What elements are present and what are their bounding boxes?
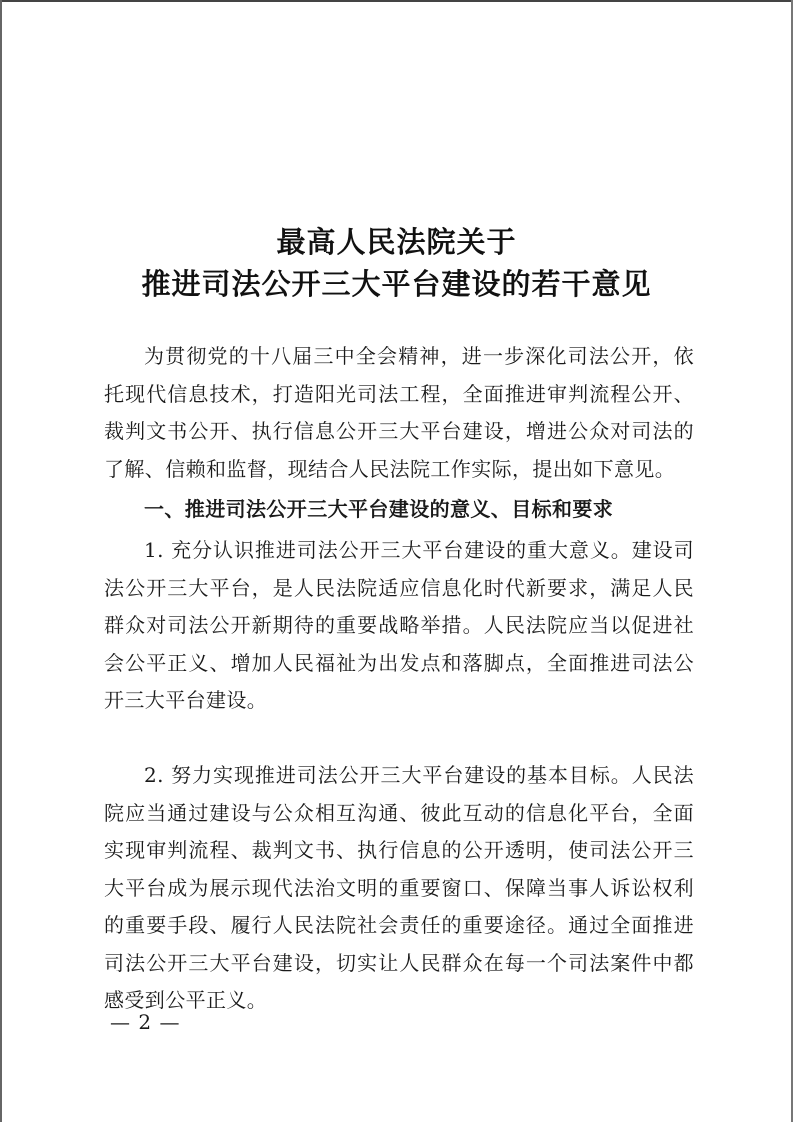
intro-paragraph: 为贯彻党的十八届三中全会精神，进一步深化司法公开，依托现代信息技术，打造阳光司法工程，全面推进审判流程公开、裁判文书公开、执行信息公开三大平台建设，增进公众对司法的了解、信赖和监督，现结合人民法院工作实际，提出如下意见。 <box>104 344 694 481</box>
document-title-line2: 推进司法公开三大平台建设的若干意见 <box>141 267 652 301</box>
document-title-line1: 最高人民法院关于 <box>276 225 517 259</box>
section-heading: 一、推进司法公开三大平台建设的意义、目标和要求 <box>144 497 614 521</box>
page-number: — 2 — <box>110 1010 181 1034</box>
paragraph-item-2: 2. 努力实现推进司法公开三大平台建设的基本目标。人民法院应当通过建设与公众相互沟通、彼此互动的信息化平台，全面实现审判流程、裁判文书、执行信息的公开透明，使司法公开三大平台成为展示现代法治文明的重要窗口、保障当事人诉讼权利的重要手段、履行人民法院社会责任的重要途径。通过全面推进司法公开三大平台建设，切实让人民群众在每一个司法案件中都感受到公平正义。 <box>104 763 694 1012</box>
scan-border-left <box>0 0 2 1122</box>
scan-border-top <box>0 0 793 2</box>
paragraph-item-1: 1. 充分认识推进司法公开三大平台建设的重大意义。建设司法公开三大平台，是人民法院适应信息化时代新要求，满足人民群众对司法公开新期待的重要战略举措。人民法院应当以促进社会公平正义、增加人民福祉为出发点和落脚点，全面推进司法公开三大平台建设。 <box>104 538 694 712</box>
